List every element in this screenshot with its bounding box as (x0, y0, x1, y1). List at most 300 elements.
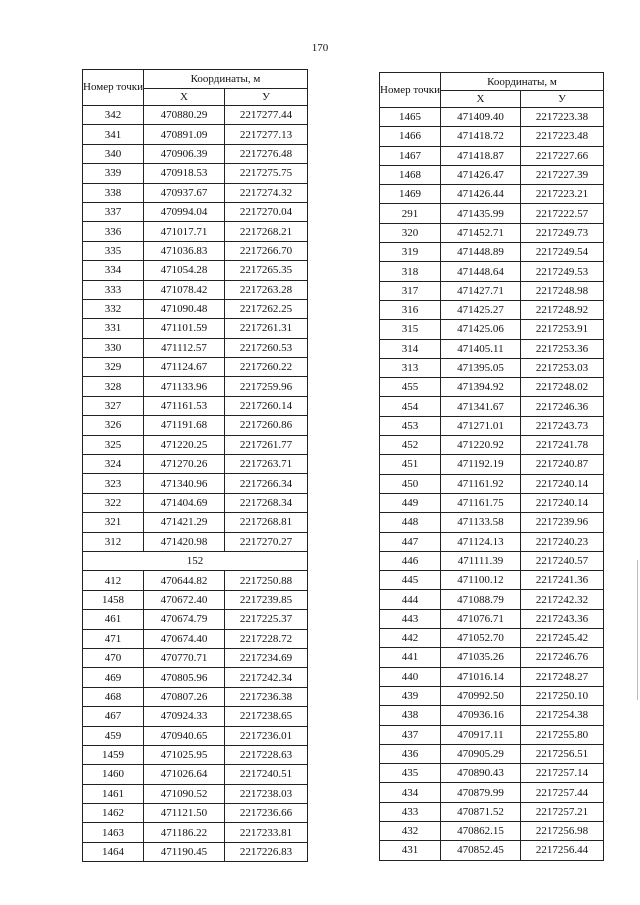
y-header: У (520, 91, 603, 108)
table-row (83, 648, 308, 667)
y-coordinate-cell: 2217263.28 (224, 280, 307, 299)
x-coordinate-cell: 471409.40 (440, 108, 520, 127)
right-table-body (380, 108, 604, 861)
y-coordinate-cell: 2217262.25 (224, 299, 307, 318)
point-number-cell: 326 (83, 416, 144, 435)
point-number-cell: 316 (380, 300, 441, 319)
table-row (83, 106, 308, 125)
table-row (380, 744, 604, 763)
y-coordinate-cell: 2217248.98 (520, 281, 603, 300)
table-row (380, 455, 604, 474)
table-row (380, 243, 604, 262)
y-coordinate-cell: 2217223.21 (520, 185, 603, 204)
table-row (83, 319, 308, 338)
x-coordinate-cell: 471425.27 (440, 300, 520, 319)
x-coordinate-cell: 471404.69 (143, 493, 224, 512)
y-coordinate-cell: 2217240.87 (520, 455, 603, 474)
y-coordinate-cell: 2217242.32 (520, 590, 603, 609)
x-coordinate-cell: 470905.29 (440, 744, 520, 763)
x-coordinate-cell: 471161.75 (440, 493, 520, 512)
y-coordinate-cell: 2217236.38 (224, 687, 307, 706)
point-number-cell: 330 (83, 338, 144, 357)
page-number: 170 (311, 42, 329, 54)
x-coordinate-cell: 471112.57 (143, 338, 224, 357)
y-coordinate-cell: 2217239.85 (224, 590, 307, 609)
point-number-cell: 342 (83, 106, 144, 125)
point-number-cell: 471 (83, 629, 144, 648)
y-coordinate-cell: 2217240.23 (520, 532, 603, 551)
table-row (380, 262, 604, 281)
y-coordinate-cell: 2217268.21 (224, 222, 307, 241)
table-row (83, 629, 308, 648)
y-coordinate-cell: 2217236.66 (224, 804, 307, 823)
x-coordinate-cell: 471133.58 (440, 513, 520, 532)
table-row (380, 493, 604, 512)
x-coordinate-cell: 471271.01 (440, 416, 520, 435)
table-row (83, 299, 308, 318)
y-coordinate-cell: 2217268.81 (224, 513, 307, 532)
y-coordinate-cell: 2217225.37 (224, 610, 307, 629)
y-coordinate-cell: 2217259.96 (224, 377, 307, 396)
point-number-cell: 314 (380, 339, 441, 358)
table-row (83, 474, 308, 493)
y-coordinate-cell: 2217239.96 (520, 513, 603, 532)
x-header: X (440, 91, 520, 108)
table-row (83, 202, 308, 221)
y-coordinate-cell: 2217257.14 (520, 764, 603, 783)
y-coordinate-cell: 2217253.36 (520, 339, 603, 358)
x-coordinate-cell: 471435.99 (440, 204, 520, 223)
table-row (83, 280, 308, 299)
point-number-cell: 470 (83, 648, 144, 667)
x-coordinate-cell: 471124.67 (143, 358, 224, 377)
y-coordinate-cell: 2217261.77 (224, 435, 307, 454)
y-coordinate-cell: 2217226.83 (224, 842, 307, 861)
x-coordinate-cell: 471425.06 (440, 320, 520, 339)
point-number-cell: 328 (83, 377, 144, 396)
y-coordinate-cell: 2217234.69 (224, 648, 307, 667)
table-row (83, 784, 308, 803)
point-number-cell: 335 (83, 241, 144, 260)
table-row (83, 590, 308, 609)
x-coordinate-cell: 471394.92 (440, 378, 520, 397)
x-coordinate-cell: 470807.26 (143, 687, 224, 706)
x-coordinate-cell: 470890.43 (440, 764, 520, 783)
point-number-cell: 1466 (380, 127, 441, 146)
y-coordinate-cell: 2217260.14 (224, 396, 307, 415)
x-coordinate-cell: 471418.87 (440, 146, 520, 165)
y-coordinate-cell: 2217275.75 (224, 164, 307, 183)
table-row (380, 551, 604, 570)
x-coordinate-cell: 470937.67 (143, 183, 224, 202)
x-coordinate-cell: 470862.15 (440, 821, 520, 840)
table-row (83, 338, 308, 357)
table-row (83, 532, 308, 551)
table-row (380, 783, 604, 802)
table-row (83, 164, 308, 183)
table-row (380, 821, 604, 840)
table-row (380, 281, 604, 300)
y-coordinate-cell: 2217254.38 (520, 706, 603, 725)
x-coordinate-cell: 471426.47 (440, 165, 520, 184)
point-number-cell: 1458 (83, 590, 144, 609)
x-coordinate-cell: 471220.25 (143, 435, 224, 454)
point-number-cell: 468 (83, 687, 144, 706)
x-coordinate-cell: 470992.50 (440, 686, 520, 705)
left-table-section (83, 551, 308, 570)
x-coordinate-cell: 471100.12 (440, 571, 520, 590)
x-coordinate-cell: 470674.40 (143, 629, 224, 648)
x-coordinate-cell: 471090.52 (143, 784, 224, 803)
y-coordinate-cell: 2217233.81 (224, 823, 307, 842)
x-coordinate-cell: 470871.52 (440, 802, 520, 821)
table-row (380, 339, 604, 358)
x-coordinate-cell: 471421.29 (143, 513, 224, 532)
point-number-cell: 324 (83, 455, 144, 474)
point-number-cell: 451 (380, 455, 441, 474)
table-row (380, 378, 604, 397)
point-number-cell: 461 (83, 610, 144, 629)
y-coordinate-cell: 2217266.70 (224, 241, 307, 260)
y-coordinate-cell: 2217255.80 (520, 725, 603, 744)
scan-edge-line (637, 560, 638, 700)
x-coordinate-cell: 471192.19 (440, 455, 520, 474)
y-coordinate-cell: 2217228.72 (224, 629, 307, 648)
x-coordinate-cell: 471418.72 (440, 127, 520, 146)
table-row (83, 455, 308, 474)
x-coordinate-cell: 471088.79 (440, 590, 520, 609)
table-row (83, 125, 308, 144)
y-coordinate-cell: 2217245.42 (520, 629, 603, 648)
coordinates-table-right (379, 72, 604, 861)
point-number-cell: 444 (380, 590, 441, 609)
table-row (380, 686, 604, 705)
point-number-cell: 436 (380, 744, 441, 763)
table-row (83, 668, 308, 687)
table-row (380, 416, 604, 435)
table-row (83, 416, 308, 435)
y-coordinate-cell: 2217222.57 (520, 204, 603, 223)
point-number-cell: 321 (83, 513, 144, 532)
table-row (380, 300, 604, 319)
table-row (380, 802, 604, 821)
x-coordinate-cell: 471101.59 (143, 319, 224, 338)
point-number-cell: 437 (380, 725, 441, 744)
table-row (83, 396, 308, 415)
y-coordinate-cell: 2217277.13 (224, 125, 307, 144)
y-coordinate-cell: 2217240.57 (520, 551, 603, 570)
x-coordinate-cell: 470918.53 (143, 164, 224, 183)
point-number-cell: 338 (83, 183, 144, 202)
x-coordinate-cell: 471341.67 (440, 397, 520, 416)
point-number-cell: 432 (380, 821, 441, 840)
point-number-cell: 1465 (380, 108, 441, 127)
x-coordinate-cell: 471124.13 (440, 532, 520, 551)
table-row (380, 108, 604, 127)
x-coordinate-cell: 471220.92 (440, 436, 520, 455)
point-number-cell: 446 (380, 551, 441, 570)
y-coordinate-cell: 2217249.54 (520, 243, 603, 262)
x-coordinate-cell: 471427.71 (440, 281, 520, 300)
x-coordinate-cell: 471405.11 (440, 339, 520, 358)
y-coordinate-cell: 2217223.38 (520, 108, 603, 127)
table-row (380, 725, 604, 744)
y-coordinate-cell: 2217240.14 (520, 474, 603, 493)
table-row (83, 842, 308, 861)
table-row (83, 435, 308, 454)
table-row (83, 222, 308, 241)
x-coordinate-cell: 471191.68 (143, 416, 224, 435)
y-coordinate-cell: 2217256.44 (520, 841, 603, 860)
x-coordinate-cell: 470917.11 (440, 725, 520, 744)
y-coordinate-cell: 2217249.73 (520, 223, 603, 242)
y-coordinate-cell: 2217248.02 (520, 378, 603, 397)
coordinates-header: Координаты, м (143, 70, 307, 89)
x-coordinate-cell: 470936.16 (440, 706, 520, 725)
y-coordinate-cell: 2217242.34 (224, 668, 307, 687)
x-coordinate-cell: 471161.53 (143, 396, 224, 415)
x-coordinate-cell: 470770.71 (143, 648, 224, 667)
y-coordinate-cell: 2217238.65 (224, 707, 307, 726)
point-number-cell: 325 (83, 435, 144, 454)
left-table-body-b (83, 571, 308, 862)
point-number-cell: 443 (380, 609, 441, 628)
point-number-cell: 435 (380, 764, 441, 783)
x-coordinate-cell: 471395.05 (440, 358, 520, 377)
table-row (83, 358, 308, 377)
point-number-cell: 340 (83, 144, 144, 163)
point-number-cell: 332 (83, 299, 144, 318)
table-row (83, 183, 308, 202)
x-coordinate-cell: 471036.83 (143, 241, 224, 260)
point-number-cell: 469 (83, 668, 144, 687)
y-coordinate-cell: 2217248.92 (520, 300, 603, 319)
point-number-cell: 329 (83, 358, 144, 377)
y-coordinate-cell: 2217250.10 (520, 686, 603, 705)
y-coordinate-cell: 2217249.53 (520, 262, 603, 281)
y-coordinate-cell: 2217256.98 (520, 821, 603, 840)
table-row (380, 706, 604, 725)
point-number-cell: 438 (380, 706, 441, 725)
y-coordinate-cell: 2217276.48 (224, 144, 307, 163)
point-number-cell: 1469 (380, 185, 441, 204)
point-number-cell: 449 (380, 493, 441, 512)
coordinates-header: Координаты, м (440, 73, 603, 91)
y-coordinate-cell: 2217263.71 (224, 455, 307, 474)
y-coordinate-cell: 2217257.21 (520, 802, 603, 821)
point-number-cell: 442 (380, 629, 441, 648)
coordinates-table-left (82, 69, 308, 862)
x-coordinate-cell: 470940.65 (143, 726, 224, 745)
point-number-cell: 333 (83, 280, 144, 299)
x-coordinate-cell: 471026.64 (143, 765, 224, 784)
y-coordinate-cell: 2217246.76 (520, 648, 603, 667)
y-coordinate-cell: 2217270.04 (224, 202, 307, 221)
table-row (380, 474, 604, 493)
y-coordinate-cell: 2217223.48 (520, 127, 603, 146)
point-number-cell: 336 (83, 222, 144, 241)
x-coordinate-cell: 471016.14 (440, 667, 520, 686)
x-coordinate-cell: 471017.71 (143, 222, 224, 241)
point-number-cell: 459 (83, 726, 144, 745)
y-coordinate-cell: 2217241.78 (520, 436, 603, 455)
point-number-cell: 1461 (83, 784, 144, 803)
table-row (380, 571, 604, 590)
table-row (83, 261, 308, 280)
point-number-cell: 448 (380, 513, 441, 532)
point-number-cell: 320 (380, 223, 441, 242)
y-coordinate-cell: 2217253.91 (520, 320, 603, 339)
y-coordinate-cell: 2217246.36 (520, 397, 603, 416)
point-number-cell: 334 (83, 261, 144, 280)
point-number-cell: 341 (83, 125, 144, 144)
y-coordinate-cell: 2217241.36 (520, 571, 603, 590)
x-coordinate-cell: 471076.71 (440, 609, 520, 628)
y-coordinate-cell: 2217256.51 (520, 744, 603, 763)
left-table-body-a (83, 106, 308, 552)
x-coordinate-cell: 471448.64 (440, 262, 520, 281)
x-coordinate-cell: 471078.42 (143, 280, 224, 299)
point-number-cell: 1460 (83, 765, 144, 784)
x-header: X (143, 89, 224, 106)
table-row (380, 609, 604, 628)
x-coordinate-cell: 471052.70 (440, 629, 520, 648)
y-coordinate-cell: 2217274.32 (224, 183, 307, 202)
y-coordinate-cell: 2217277.44 (224, 106, 307, 125)
x-coordinate-cell: 470924.33 (143, 707, 224, 726)
y-coordinate-cell: 2217250.88 (224, 571, 307, 590)
table-row (83, 513, 308, 532)
point-number-cell: 433 (380, 802, 441, 821)
x-coordinate-cell: 471111.39 (440, 551, 520, 570)
point-number-cell: 312 (83, 532, 144, 551)
table-row (380, 320, 604, 339)
y-coordinate-cell: 2217260.22 (224, 358, 307, 377)
point-number-cell: 453 (380, 416, 441, 435)
point-number-cell: 319 (380, 243, 441, 262)
y-coordinate-cell: 2217240.14 (520, 493, 603, 512)
table-row (380, 590, 604, 609)
point-number-cell: 434 (380, 783, 441, 802)
point-number-cell: 339 (83, 164, 144, 183)
y-coordinate-cell: 2217236.01 (224, 726, 307, 745)
point-number-cell: 454 (380, 397, 441, 416)
table-row (380, 629, 604, 648)
y-coordinate-cell: 2217243.36 (520, 609, 603, 628)
y-coordinate-cell: 2217261.31 (224, 319, 307, 338)
table-row (380, 532, 604, 551)
point-number-cell: 412 (83, 571, 144, 590)
point-number-cell: 445 (380, 571, 441, 590)
point-number-header: Номер точки (83, 70, 144, 106)
table-row (380, 165, 604, 184)
y-coordinate-cell: 2217238.03 (224, 784, 307, 803)
y-header: У (224, 89, 307, 106)
section-label: 152 (83, 551, 308, 570)
table-row (83, 745, 308, 764)
x-coordinate-cell: 471054.28 (143, 261, 224, 280)
table-row (380, 648, 604, 667)
x-coordinate-cell: 470891.09 (143, 125, 224, 144)
table-row (380, 764, 604, 783)
table-row (380, 146, 604, 165)
table-row (83, 726, 308, 745)
point-number-cell: 467 (83, 707, 144, 726)
table-row (380, 223, 604, 242)
x-coordinate-cell: 470994.04 (143, 202, 224, 221)
table-row (380, 204, 604, 223)
table-row (380, 513, 604, 532)
table-row (380, 185, 604, 204)
x-coordinate-cell: 470672.40 (143, 590, 224, 609)
y-coordinate-cell: 2217266.34 (224, 474, 307, 493)
table-row (380, 667, 604, 686)
point-number-cell: 1467 (380, 146, 441, 165)
table-row (380, 127, 604, 146)
point-number-cell: 1462 (83, 804, 144, 823)
table-row (83, 823, 308, 842)
y-coordinate-cell: 2217227.66 (520, 146, 603, 165)
point-number-cell: 455 (380, 378, 441, 397)
x-coordinate-cell: 470879.99 (440, 783, 520, 802)
x-coordinate-cell: 471090.48 (143, 299, 224, 318)
table-row (83, 804, 308, 823)
point-number-cell: 337 (83, 202, 144, 221)
x-coordinate-cell: 471270.26 (143, 455, 224, 474)
x-coordinate-cell: 471448.89 (440, 243, 520, 262)
point-number-cell: 331 (83, 319, 144, 338)
x-coordinate-cell: 471161.92 (440, 474, 520, 493)
x-coordinate-cell: 470805.96 (143, 668, 224, 687)
table-row (380, 436, 604, 455)
y-coordinate-cell: 2217268.34 (224, 493, 307, 512)
x-coordinate-cell: 471452.71 (440, 223, 520, 242)
point-number-cell: 1464 (83, 842, 144, 861)
x-coordinate-cell: 470644.82 (143, 571, 224, 590)
point-number-cell: 439 (380, 686, 441, 705)
point-number-cell: 1463 (83, 823, 144, 842)
point-number-cell: 431 (380, 841, 441, 860)
table-row (83, 144, 308, 163)
point-number-cell: 1459 (83, 745, 144, 764)
table-row (83, 493, 308, 512)
x-coordinate-cell: 471121.50 (143, 804, 224, 823)
table-row (83, 241, 308, 260)
y-coordinate-cell: 2217227.39 (520, 165, 603, 184)
table-row (83, 571, 308, 590)
point-number-cell: 317 (380, 281, 441, 300)
point-number-header: Номер точки (380, 73, 441, 108)
point-number-cell: 315 (380, 320, 441, 339)
y-coordinate-cell: 2217248.27 (520, 667, 603, 686)
point-number-cell: 323 (83, 474, 144, 493)
y-coordinate-cell: 2217240.51 (224, 765, 307, 784)
y-coordinate-cell: 2217260.53 (224, 338, 307, 357)
point-number-cell: 313 (380, 358, 441, 377)
y-coordinate-cell: 2217243.73 (520, 416, 603, 435)
y-coordinate-cell: 2217228.63 (224, 745, 307, 764)
table-row (83, 707, 308, 726)
point-number-cell: 440 (380, 667, 441, 686)
table-row (380, 841, 604, 860)
point-number-cell: 450 (380, 474, 441, 493)
x-coordinate-cell: 471190.45 (143, 842, 224, 861)
point-number-cell: 452 (380, 436, 441, 455)
x-coordinate-cell: 471186.22 (143, 823, 224, 842)
x-coordinate-cell: 471133.96 (143, 377, 224, 396)
table-row (83, 377, 308, 396)
y-coordinate-cell: 2217253.03 (520, 358, 603, 377)
